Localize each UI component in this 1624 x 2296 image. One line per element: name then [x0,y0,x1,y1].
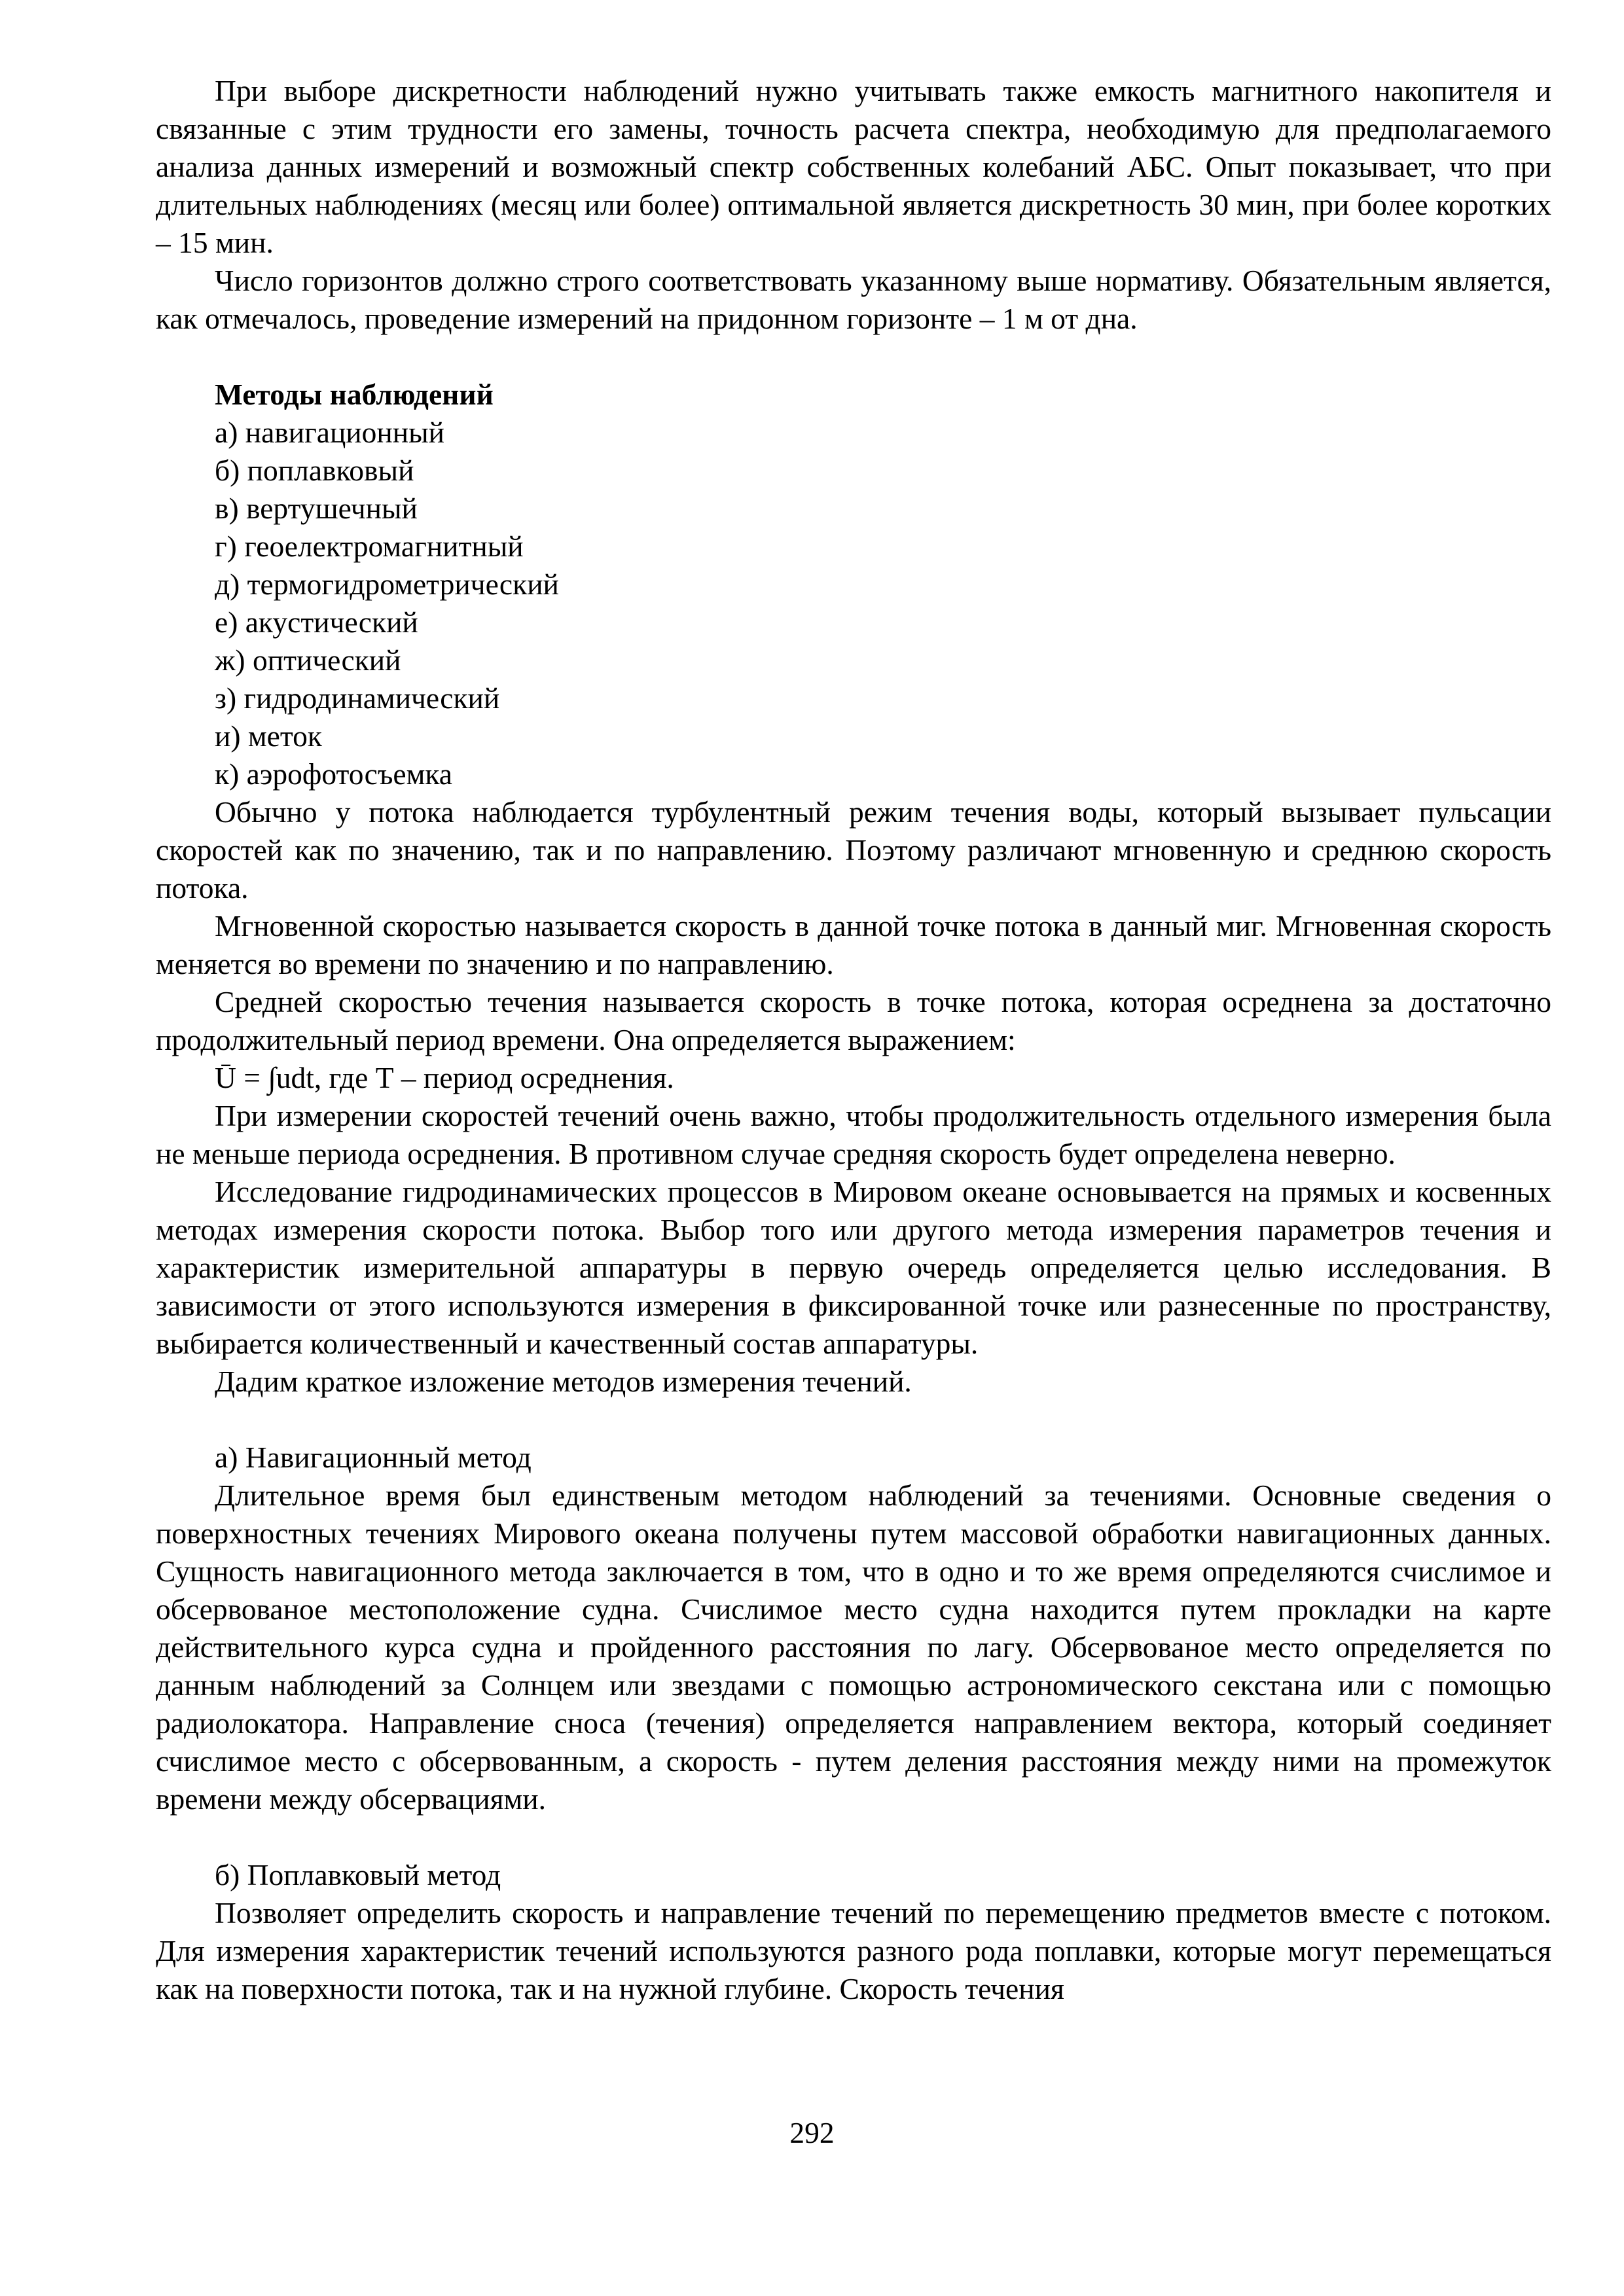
list-item: к) аэрофотосъемка [215,757,452,791]
paragraph-navigation-method: Длительное время был единственым методом наблюдений за течениями. Основные сведения о поверхностных течениях Мирового океана получены путем массовой обработки навигационных данных. Сущность навигационного метода заключается в том, что в одно и то же время определяются счислимое и обсервованое местоположение судна. Счислимое место судна находится путем прокладки на карте действительного курса судна и пройденного расстояния по лагу. Обсервованое место определяется по данным наблюдений за Солнцем или звездами с помощью астрономического секстана или с помощью радиолокатора. Направление сноса (течения) определяется направлением вектора, который соединяет счислимое место с обсервованным, а скорость - путем деления расстояния между ними на промежуток времени между обсервациями. [156,1479,1551,1816]
list-item: в) вертушечный [215,492,418,525]
list-item: з) гидродинамический [215,681,500,715]
paragraph-float-method: Позволяет определить скорость и направление течений по перемещению предметов вместе с потоком. Для измерения характеристик течений используются разного рода поплавки, которые могут перемещаться как на поверхности потока, так и на нужной глубине. Скорость течения [156,1896,1551,2005]
list-item: ж) оптический [215,643,401,677]
list-item: д) термогидрометрический [215,567,559,601]
page-body [156,72,1551,2008]
paragraph-instant-velocity: Мгновенной скоростью называется скорость в данной точке потока в данный миг. Мгновенная скорость меняется во времени по значению и по направлению. [156,909,1551,980]
list-item: е) акустический [215,605,418,639]
list-item: и) меток [215,719,323,753]
spacer [156,1818,1551,1856]
methods-list [156,414,1551,793]
paragraph-measurement-duration: При измерении скоростей течений очень важно, чтобы продолжительность отдельного измерения была не меньше периода осреднения. В противном случае средняя скорость будет определена неверно. [156,1099,1551,1170]
formula-mean-velocity: Ū = ∫udt, где Т – период осреднения. [215,1061,674,1094]
spacer [156,338,1551,376]
section-heading-float: б) Поплавковый метод [215,1858,501,1892]
list-item: б) поплавковый [215,454,414,487]
paragraph-horizons: Число горизонтов должно строго соответствовать указанному выше нормативу. Обязательным является, как отмечалось, проведение измерений на придонном горизонте – 1 м от дна. [156,264,1551,335]
list-item: г) геоелектромагнитный [215,529,524,563]
spacer [156,1401,1551,1439]
paragraph-discreteness: При выборе дискретности наблюдений нужно учитывать также емкость магнитного накопителя и связанные с этим трудности его замены, точность расчета спектра, необходимую для предполагаемого анализа данных измерений и возможный спектр собственных колебаний АБС. Опыт показывает, что при длительных наблюдениях (месяц или более) оптимальной является дискретность 30 мин, при более коротких – 15 мин. [156,74,1551,259]
list-item: а) навигационный [215,416,445,449]
paragraph-turbulent: Обычно у потока наблюдается турбулентный режим течения воды, который вызывает пульсации скоростей как по значению, так и по направлению. Поэтому различают мгновенную и среднюю скорость потока. [156,795,1551,905]
paragraph-mean-velocity: Средней скоростью течения называется скорость в точке потока, которая осреднена за достаточно продолжительный период времени. Она определяется выражением: [156,985,1551,1056]
page-number: 292 [789,2116,835,2149]
paragraph-summary-intro: Дадим краткое изложение методов измерения течений. [215,1365,912,1398]
methods-heading: Методы наблюдений [215,378,494,411]
section-heading-navigation: а) Навигационный метод [215,1441,532,1474]
paragraph-research: Исследование гидродинамических процессов в Мировом океане основывается на прямых и косвенных методах измерения скорости потока. Выбор того или другого метода измерения параметров течения и характеристик измерительной аппаратуры в первую очередь определяется целью исследования. В зависимости от этого используются измерения в фиксированной точке или разнесенные по пространству, выбирается количественный и качественный состав аппаратуры. [156,1175,1551,1360]
